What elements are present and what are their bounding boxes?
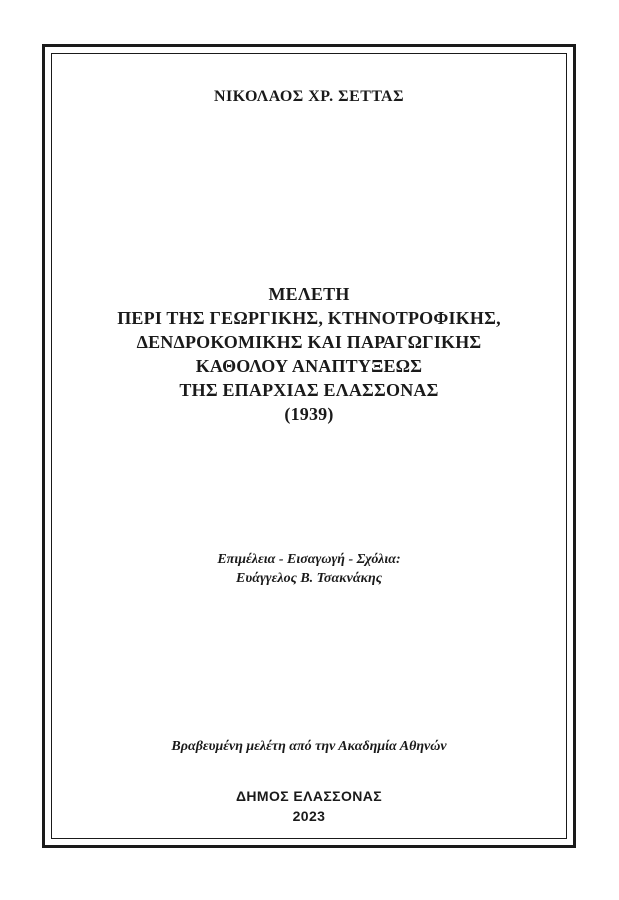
editing-label: Επιμέλεια - Εισαγωγή - Σχόλια: <box>217 552 401 567</box>
title-line-3: ΔΕΝΔΡΟΚΟΜΙΚΗΣ ΚΑΙ ΠΑΡΑΓΩΓΙΚΗΣ <box>136 332 482 352</box>
title-line-5: ΤΗΣ ΕΠΑΡΧΙΑΣ ΕΛΑΣΣΟΝΑΣ <box>179 380 439 400</box>
publisher-name: ΔΗΜΟΣ ΕΛΑΣΣΟΝΑΣ <box>235 788 383 804</box>
book-title <box>51 282 567 426</box>
title-line-1: ΜΕΛΕΤΗ <box>268 284 350 304</box>
editing-credits <box>51 550 567 588</box>
publisher-block <box>51 786 567 826</box>
title-line-4: ΚΑΘΟΛΟΥ ΑΝΑΠΤΥΞΕΩΣ <box>195 356 423 376</box>
inner-border <box>51 53 567 839</box>
author-name: ΝΙΚΟΛΑΟΣ ΧΡ. ΣΕΤΤΑΣ <box>213 88 405 105</box>
editor-name: Ευάγγελος Β. Τσακνάκης <box>236 571 382 586</box>
award-note: Βραβευμένη μελέτη από την Ακαδημία Αθηνών <box>171 739 447 754</box>
publication-year: 2023 <box>292 808 326 824</box>
title-year: (1939) <box>284 404 334 424</box>
title-line-2: ΠΕΡΙ ΤΗΣ ΓΕΩΡΓΙΚΗΣ, ΚΤΗΝΟΤΡΟΦΙΚΗΣ, <box>117 308 501 328</box>
